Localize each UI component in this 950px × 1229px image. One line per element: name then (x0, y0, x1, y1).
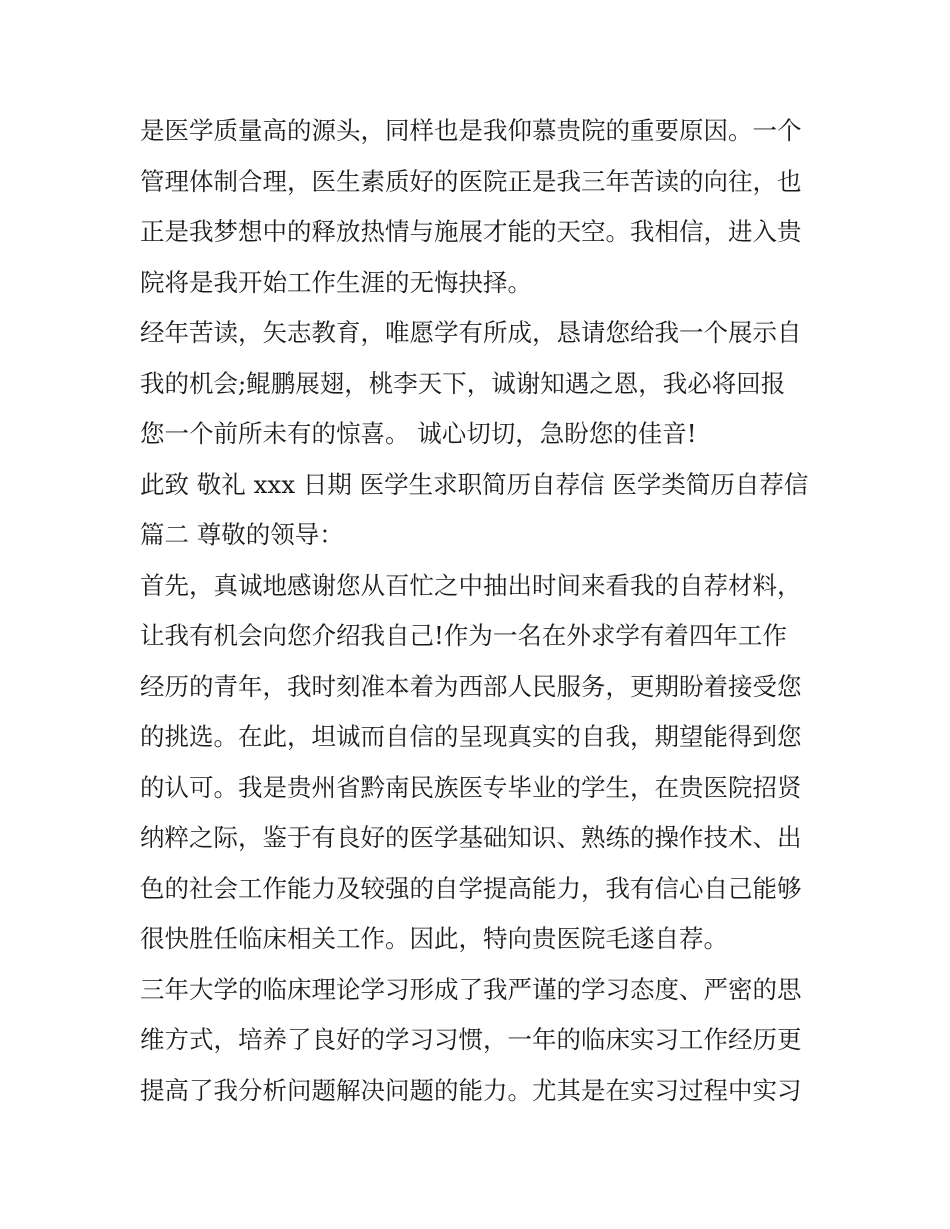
text-line: 很快胜任临床相关工作。因此，特向贵医院毛遂自荐。 (140, 924, 728, 953)
text-line: 纳粹之际，鉴于有良好的医学基础知识、熟练的操作技术、出 (140, 823, 802, 852)
text-line: 正是我梦想中的释放热情与施展才能的天空。我相信，进入贵 (140, 217, 802, 246)
text-line: 让我有机会向您介绍我自己!作为一名在外求学有着四年工作 (140, 621, 787, 650)
text-line: 的认可。我是贵州省黔南民族医专毕业的学生，在贵医院招贤 (140, 772, 802, 802)
text-line: 色的社会工作能力及较强的自学提高能力，我有信心自己能够 (140, 873, 802, 903)
text-line: 提高了我分析问题解决问题的能力。尤其是在实习过程中实习 (140, 1075, 802, 1105)
document-body (140, 106, 820, 1116)
text-line: 是医学质量高的源头，同样也是我仰慕贵院的重要原因。一个 (140, 116, 802, 145)
text-line: 篇二 尊敬的领导： (140, 520, 344, 549)
text-line: 管理体制合理，医生素质好的医院正是我三年苦读的向往，也 (140, 166, 802, 196)
text-line: 此致 敬礼 xxx 日期 医学生求职简历自荐信 医学类简历自荐信 (140, 469, 809, 499)
text-line: 我的机会;鲲鹏展翅，桃李天下，诚谢知遇之恩，我必将回报 (140, 368, 786, 398)
text-line: 首先，真诚地感谢您从百忙之中抽出时间来看我的自荐材料， (140, 570, 802, 600)
text-line: 三年大学的临床理论学习形成了我严谨的学习态度、严密的思 (140, 974, 802, 1004)
text-line: 维方式，培养了良好的学习习惯，一年的临床实习工作经历更 (140, 1025, 802, 1054)
text-line: 的挑选。在此，坦诚而自信的呈现真实的自我，期望能得到您 (140, 722, 802, 751)
text-line: 经历的青年，我时刻准本着为西部人民服务，更期盼着接受您 (140, 671, 802, 701)
text-line: 院将是我开始工作生涯的无悔抉择。 (140, 267, 532, 297)
text-line: 您一个前所未有的惊喜。 诚心切切，急盼您的佳音! (140, 419, 697, 448)
text-line: 经年苦读，矢志教育，唯愿学有所成，恳请您给我一个展示自 (140, 318, 802, 347)
